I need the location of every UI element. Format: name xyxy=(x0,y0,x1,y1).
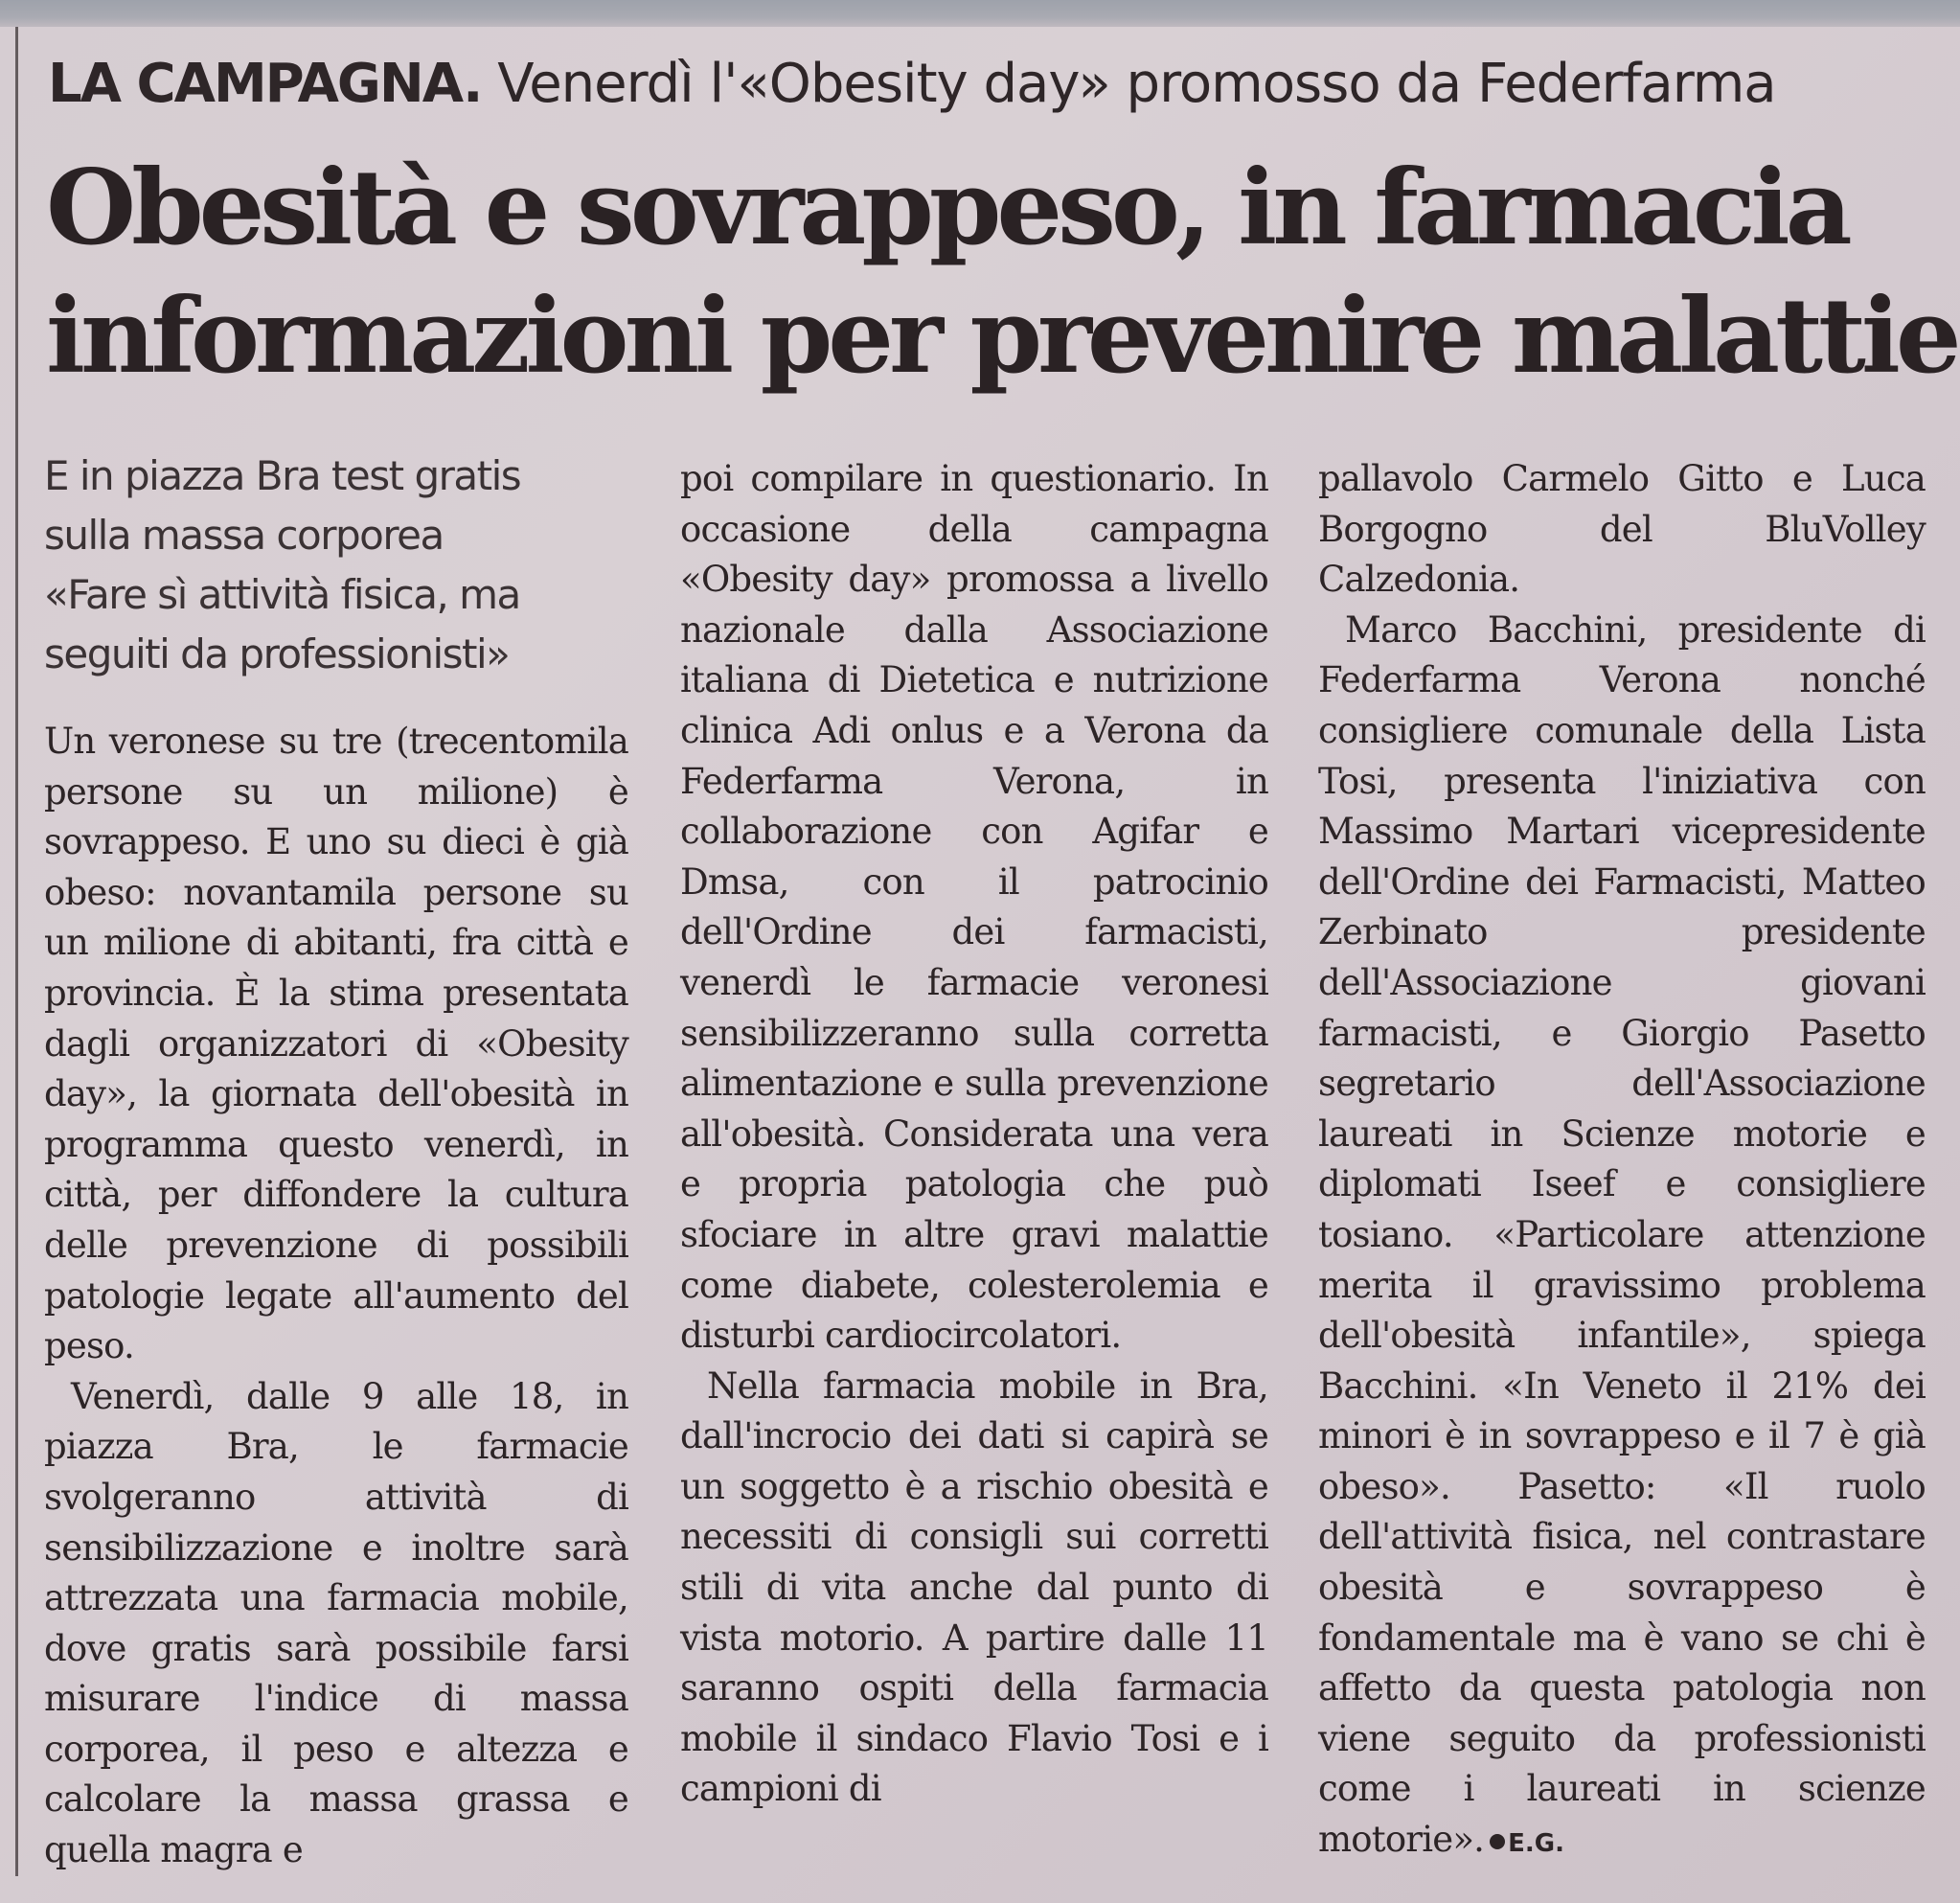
summary-line: E in piazza Bra test gratis xyxy=(44,452,521,499)
paragraph-2-continued: poi compilare in questionario. In occasione della campagna «Obesity day» promossa a livello nazionale dalla Associazione italiana di Dietetica e nutrizione clinica Adi onlus e a Verona da Federfarma Verona, in collaborazione con Agifar e Dmsa, con il patrocinio dell'Ordine dei farmacisti, venerdì le farmacie veronesi sensibilizzeranno sulla corretta alimentazione e sulla prevenzione all'obesità. Considerata una vera e propria patologia che può sfociare in altre gravi malattie come diabete, colesterolemia e disturbi cardiocircolatori. xyxy=(680,458,1268,1357)
page-top-edge xyxy=(0,0,1960,29)
headline xyxy=(46,144,1957,401)
headline-line-2: informazioni per prevenire malattie xyxy=(46,276,1957,397)
article-column-1 xyxy=(44,447,628,1876)
kicker-text: Venerdì l'«Obesity day» promosso da Federfarma xyxy=(497,53,1776,115)
summary-line: seguiti da professionisti» xyxy=(44,631,510,677)
summary-line: «Fare sì attività fisica, ma xyxy=(44,571,520,618)
summary xyxy=(44,447,628,684)
byline: E.G. xyxy=(1508,1829,1564,1859)
kicker xyxy=(48,46,1868,123)
paragraph-4-text: Marco Bacchini, presidente di Federfarma Verona nonché consigliere comunale della Lista Tosi, presenta l'iniziativa con Massimo Martari vicepresidente dell'Ordine dei Farmacisti, Matteo Zerbinato presidente dell'Associazione giovani farmacisti, e Giorgio Pasetto segretario dell'Associazione laureati in Scienze motorie e diplomati Iseef e consigliere tosiano. «Particolare attenzione merita il gravissimo problema dell'obesità infantile», spiega Bacchini. «In Veneto il 21% dei minori è in sovrappeso e il 7 è già obeso». Pasetto: «Il ruolo dell'attività fisica, nel contrastare obesità e sovrappeso è fondamentale ma è vano se chi è affetto da questa patologia non viene seguito da professionisti come i laureati in scienze motorie». xyxy=(1318,608,1926,1861)
article-column-2 xyxy=(680,454,1268,1815)
paragraph-1: Un veronese su tre (trecentomila persone su un milione) è sovrappeso. E uno su dieci è già obeso: novantamila persone su un milione di abitanti, fra città e provincia. È la stima presentata dagli organizzatori di «Obesity day», la giornata dell'obesità in programma questo venerdì, in città, per diffondere la cultura delle prevenzione di possibili patologie legate all'aumento del peso. xyxy=(44,721,628,1367)
article-column-3 xyxy=(1318,454,1926,1869)
paragraph-2-start: Venerdì, dalle 9 alle 18, in piazza Bra, le farmacie svolgeranno attività di sensibilizzazione e inoltre sarà attrezzata una farmacia mobile, dove gratis sarà possibile farsi misurare l'indice di massa corporea, il peso e altezza e calcolare la massa grassa e quella magra e xyxy=(44,1375,628,1871)
headline-line-1: Obesità e sovrappeso, in farmacia xyxy=(46,148,1848,268)
summary-line: sulla massa corporea xyxy=(44,512,444,559)
paragraph-4 xyxy=(1318,606,1926,1869)
column-rule xyxy=(15,27,18,1876)
paragraph-3-continued: pallavolo Carmelo Gitto e Luca Borgogno del BluVolley Calzedonia. xyxy=(1318,458,1926,601)
paragraph-3-start: Nella farmacia mobile in Bra, dall'incrocio dei dati si capirà se un soggetto è a rischio obesità e necessiti di consigli sui corretti stili di vita anche dal punto di vista motorio. A partire dalle 11 saranno ospiti della farmacia mobile il sindaco Flavio Tosi e i campioni di xyxy=(680,1364,1268,1810)
kicker-label: LA CAMPAGNA. xyxy=(48,53,482,115)
bullet-icon xyxy=(1490,1834,1505,1849)
